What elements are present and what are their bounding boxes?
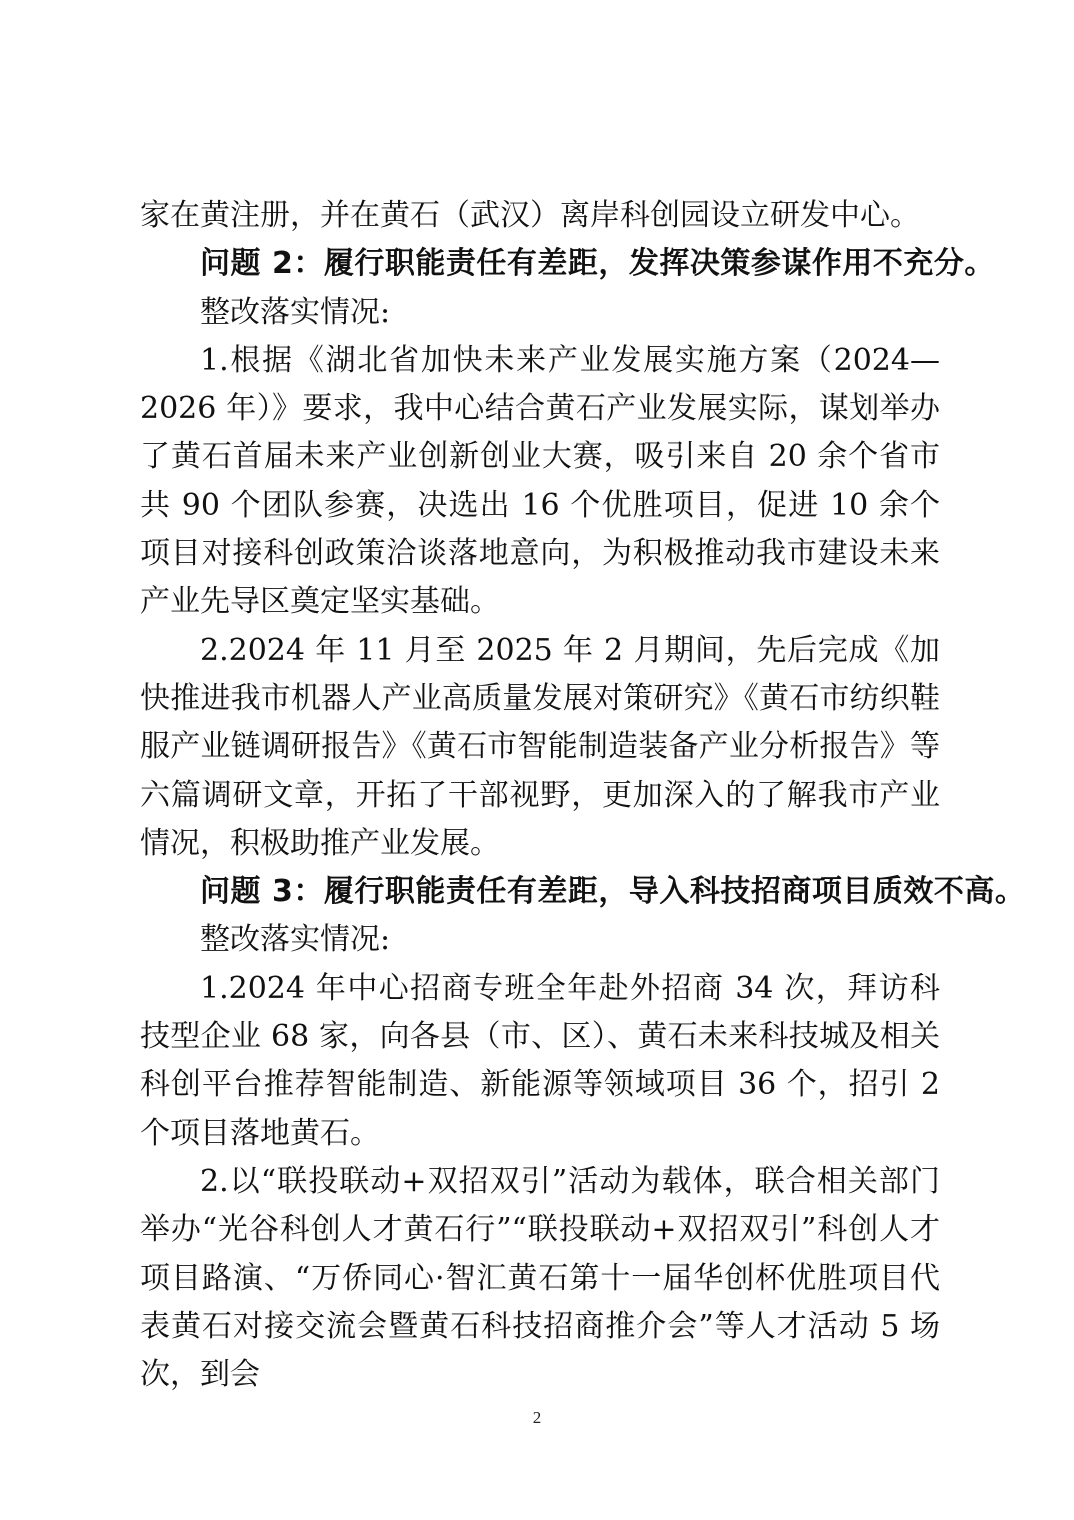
paragraph-item: 1.2024 年中心招商专班全年赴外招商 34 次，拜访科技型企业 68 家，向各县（市、区）、黄石未来科技城及相关科创平台推荐智能制造、新能源等领域项目 36 个，招引 2 个项目落地黄石。 <box>140 970 940 1151</box>
paragraph-continuation: 家在黄注册，并在黄石（武汉）离岸科创园设立研发中心。 <box>140 198 920 233</box>
issue-2-heading: 问题 2：履行职能责任有差距，发挥决策参谋作用不充分。 <box>200 246 995 282</box>
paragraph-item: 2.以“联投联动+双招双引”活动为载体，联合相关部门举办“光谷科创人才黄石行”“联投联动+双招双引”科创人才项目路演、“万侨同心·智汇黄石第十一届华创杯优胜项目代表黄石对接交流会暨黄石科技招商推介会”等人才活动 5 场次，到会 <box>140 1163 940 1393</box>
page-number: 2 <box>532 1408 542 1427</box>
document-body <box>140 192 1026 1399</box>
paragraph-item: 1.根据《湖北省加快未来产业发展实施方案（2024—2026 年）》要求，我中心结合黄石产业发展实际，谋划举办了黄石首届未来产业创新创业大赛，吸引来自 20 余个省市共 90 个团队参赛，决选出 16 个优胜项目，促进 10 余个项目对接科创政策洽谈落地意向，为积极推动我市建设未来产业先导区奠定坚实基础。 <box>140 342 940 620</box>
rectification-label: 整改落实情况: <box>200 922 391 958</box>
rectification-label: 整改落实情况: <box>200 294 391 330</box>
paragraph-item: 2.2024 年 11 月至 2025 年 2 月期间，先后完成《加快推进我市机器人产业高质量发展对策研究》《黄石市纺织鞋服产业链调研报告》《黄石市智能制造装备产业分析报告》等六篇调研文章，开拓了干部视野，更加深入的了解我市产业情况，积极助推产业发展。 <box>140 632 940 861</box>
issue-3-heading: 问题 3：履行职能责任有差距，导入科技招商项目质效不高。 <box>200 874 1026 910</box>
